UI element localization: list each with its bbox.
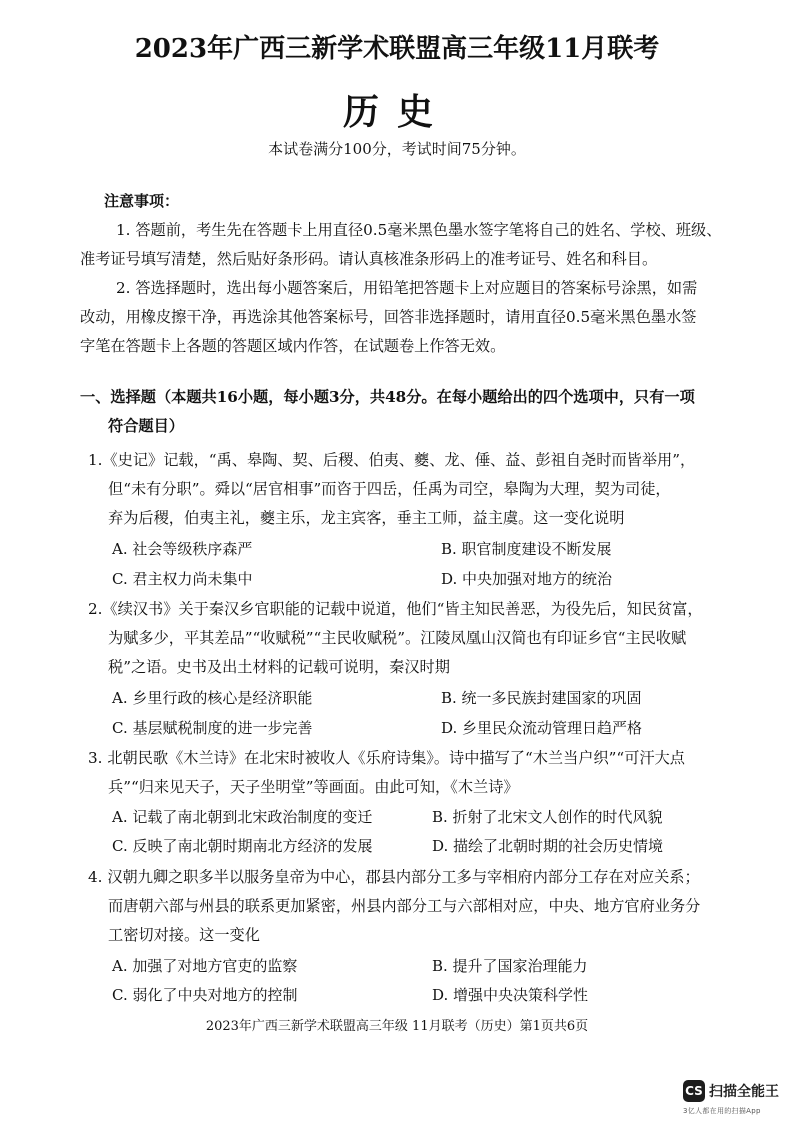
question-4-stem: 4. 汉朝九卿之职多半以服务皇帝为中心，郡县内部分工多与宰相府内部分工存在对应关系； [88, 868, 700, 886]
question-1-stem: 弃为后稷，伯夷主礼，夔主乐，龙主宾客，垂主工师，益主虞。这一变化说明 [108, 509, 625, 527]
question-1-option-b: B. 职官制度建设不断发展 [441, 540, 612, 558]
question-2-stem: 为赋多少，平其差品”“收赋税”“主民收赋税”。江陵凤凰山汉简也有印证乡官“主民收赋 [108, 629, 687, 647]
question-2-option-a: A. 乡里行政的核心是经济职能 [112, 689, 313, 707]
scanner-watermark [683, 1080, 783, 1120]
question-4-option-b: B. 提升了国家治理能力 [432, 957, 588, 975]
question-1-stem: 1.《史记》记载，“禹、皋陶、契、后稷、伯夷、夔、龙、倕、益、彭祖自尧时而皆举用”， [88, 451, 696, 469]
notes-line: 1. 答题前，考生先在答题卡上用直径0.5毫米黑色墨水签字笔将自己的姓名、学校、班级、 [116, 221, 722, 239]
camscanner-logo-icon: CS [683, 1080, 705, 1102]
section-heading: 符合题目） [108, 417, 184, 435]
question-3-option-c: C. 反映了南北朝时期南北方经济的发展 [112, 837, 373, 855]
notes-line: 2. 答选择题时，选出每小题答案后，用铅笔把答题卡上对应题目的答案标号涂黑，如需 [116, 279, 698, 297]
question-4-stem: 而唐朝六部与州县的联系更加紧密，州县内部分工与六部相对应，中央、地方官府业务分 [108, 897, 701, 915]
question-2-stem: 税”之语。史书及出土材料的记载可说明，秦汉时期 [108, 658, 450, 676]
question-3-stem: 3. 北朝民歌《木兰诗》在北宋时被收人《乐府诗集》。诗中描写了“木兰当户织”“可汗大点 [88, 749, 685, 767]
question-1-option-d: D. 中央加强对地方的统治 [441, 570, 613, 588]
exam-info: 本试卷满分100分，考试时间75分钟。 [268, 140, 526, 158]
question-1-option-c: C. 君主权力尚未集中 [112, 570, 253, 588]
page-footer: 2023年广西三新学术联盟高三年级 11月联考（历史）第1页共6页 [205, 1019, 589, 1034]
section-heading: 一、选择题（本题共16小题，每小题3分，共48分。在每小题给出的四个选项中，只有一项 [80, 388, 695, 406]
notes-line: 改动，用橡皮擦干净，再选涂其他答案标号，回答非选择题时，请用直径0.5毫米黑色墨水签 [80, 308, 697, 326]
question-4-option-c: C. 弱化了中央对地方的控制 [112, 986, 298, 1004]
notes-line: 准考证号填写清楚，然后贴好条形码。请认真核准条形码上的准考证号、姓名和科目。 [80, 250, 658, 268]
notes-line: 字笔在答题卡上各题的答题区域内作答，在试题卷上作答无效。 [80, 337, 506, 355]
question-3-option-b: B. 折射了北宋文人创作的时代风貌 [432, 808, 663, 826]
exam-title: 2023年广西三新学术联盟高三年级11月联考 [134, 34, 660, 64]
question-1-option-a: A. 社会等级秩序森严 [112, 540, 253, 558]
question-2-stem: 2.《续汉书》关于秦汉乡官职能的记载中说道，他们“皆主知民善恶，为役先后，知民贫富， [88, 600, 703, 618]
question-2-option-b: B. 统一多民族封建国家的巩固 [441, 689, 642, 707]
question-4-option-d: D. 增强中央决策科学性 [432, 986, 589, 1004]
question-4-stem: 工密切对接。这一变化 [108, 926, 260, 944]
question-2-option-d: D. 乡里民众流动管理日趋严格 [441, 719, 643, 737]
question-2-option-c: C. 基层赋税制度的进一步完善 [112, 719, 313, 737]
question-3-stem: 兵”“归来见天子，天子坐明堂”等画面。由此可知，《木兰诗》 [108, 778, 519, 796]
watermark-tagline: 3亿人都在用的扫描App [683, 1107, 761, 1115]
question-3-option-a: A. 记载了南北朝到北宋政治制度的变迁 [112, 808, 373, 826]
question-4-option-a: A. 加强了对地方官吏的监察 [112, 957, 298, 975]
watermark-name: 扫描全能王 [709, 1084, 779, 1100]
notes-heading: 注意事项： [104, 192, 180, 210]
question-3-option-d: D. 描绘了北朝时期的社会历史情境 [432, 837, 664, 855]
question-1-stem: 但“未有分职”。舜以“居官相事”而咨于四岳，任禹为司空，皋陶为大理，契为司徒， [108, 480, 671, 498]
subject-title: 历史 [342, 91, 451, 133]
